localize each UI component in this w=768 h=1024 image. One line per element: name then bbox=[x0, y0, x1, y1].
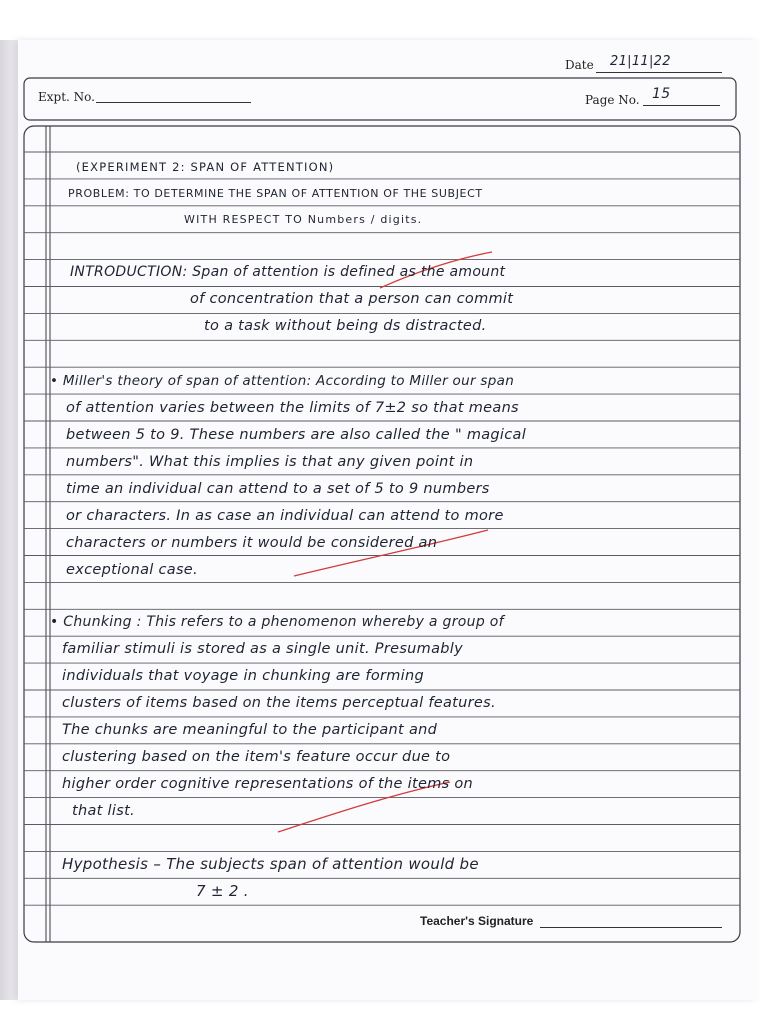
miller-line: • Miller's theory of span of attention: According to Miller our span bbox=[50, 373, 515, 389]
page-no-value: 15 bbox=[652, 86, 671, 102]
chunking-line: that list. bbox=[72, 803, 135, 819]
chunking-line: clustering based on the item's feature occur due to bbox=[62, 749, 451, 765]
miller-line: characters or numbers it would be considered an bbox=[66, 535, 438, 551]
chunking-line: higher order cognitive representations of the items on bbox=[62, 776, 474, 792]
chunking-line: familiar stimuli is stored as a single unit. Presumably bbox=[62, 641, 463, 657]
miller-line: or characters. In as case an individual can attend to more bbox=[66, 508, 504, 524]
hypothesis-line-2: 7 ± 2 . bbox=[196, 882, 249, 900]
page-no-label: Page No. bbox=[585, 93, 640, 107]
miller-line: of attention varies between the limits of 7±2 so that means bbox=[66, 400, 519, 416]
miller-line: exceptional case. bbox=[66, 562, 198, 578]
date-fill-line bbox=[596, 72, 722, 73]
chunking-line: The chunks are meaningful to the participant and bbox=[62, 722, 438, 738]
chunking-line: clusters of items based on the items perceptual features. bbox=[62, 695, 496, 711]
miller-line: time an individual can attend to a set of 5 to 9 numbers bbox=[66, 481, 490, 497]
date-value: 21|11|22 bbox=[610, 54, 671, 69]
expt-no-label: Expt. No. bbox=[38, 90, 95, 104]
miller-line: numbers". What this implies is that any given point in bbox=[66, 454, 474, 470]
introduction-line-1: INTRODUCTION: Span of attention is defined as the amount bbox=[70, 264, 506, 280]
introduction-line-3: to a task without being ds distracted. bbox=[204, 318, 487, 334]
page-no-fill-line bbox=[643, 105, 720, 106]
introduction-line-2: of concentration that a person can commit bbox=[190, 291, 514, 307]
expt-no-fill-line bbox=[96, 102, 251, 103]
content-box bbox=[24, 126, 740, 942]
chunking-line: individuals that voyage in chunking are forming bbox=[62, 668, 425, 684]
teacher-signature-label: Teacher's Signature bbox=[420, 914, 534, 928]
miller-line: between 5 to 9. These numbers are also called the " magical bbox=[66, 427, 527, 443]
experiment-title: (EXPERIMENT 2: SPAN OF ATTENTION) bbox=[76, 160, 335, 174]
date-label: Date bbox=[565, 58, 594, 72]
chunking-line: • Chunking : This refers to a phenomenon whereby a group of bbox=[50, 614, 504, 630]
signature-fill-line bbox=[540, 927, 722, 928]
problem-line-1: PROBLEM: TO DETERMINE THE SPAN OF ATTENTION OF THE SUBJECT bbox=[68, 187, 483, 200]
problem-line-2: WITH RESPECT TO Numbers / digits. bbox=[184, 213, 423, 226]
hypothesis-line-1: Hypothesis – The subjects span of attention would be bbox=[62, 855, 479, 873]
